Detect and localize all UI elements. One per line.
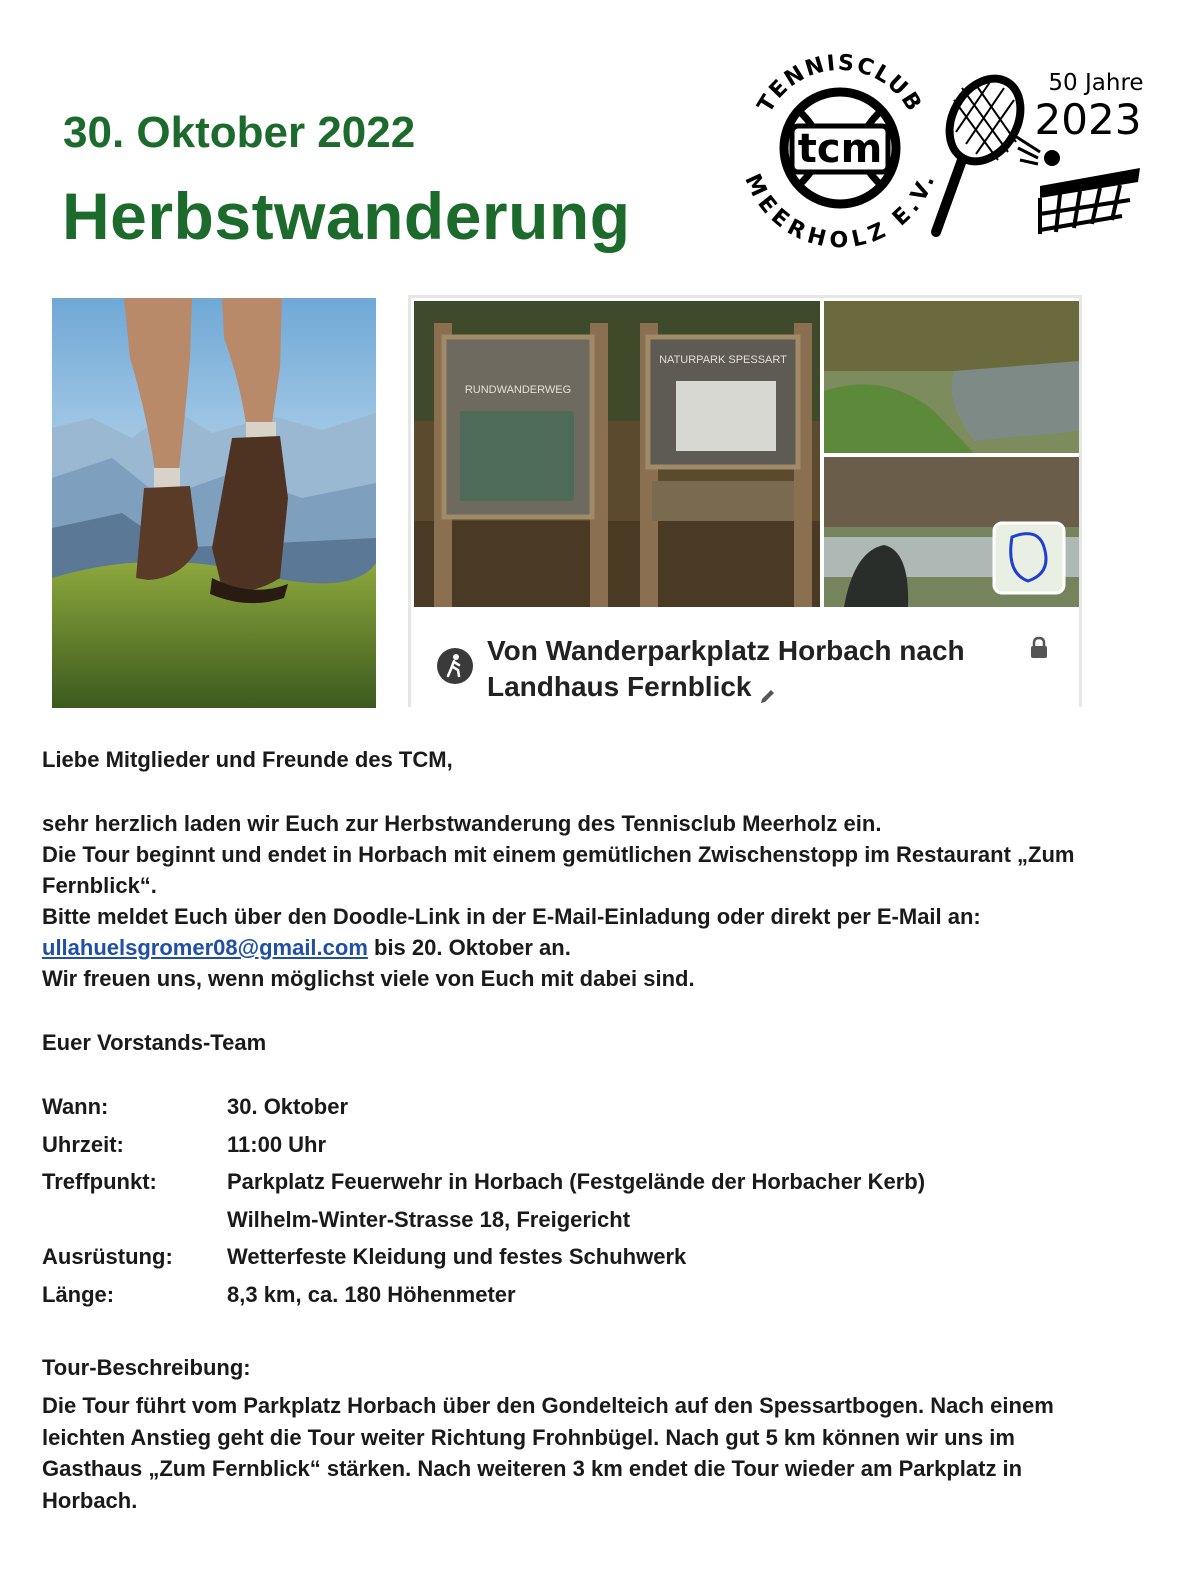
- route-title[interactable]: Von Wanderparkplatz Horbach nach Landhaus Fernblick: [487, 635, 965, 702]
- signature: Euer Vorstands-Team: [42, 1030, 267, 1055]
- page-title: Herbstwanderung: [62, 179, 631, 253]
- route-card[interactable]: [408, 295, 1082, 707]
- detail-row: Uhrzeit: 11:00 Uhr: [42, 1131, 327, 1157]
- club-logo: [740, 48, 1150, 248]
- event-date: 30. Oktober 2022: [63, 108, 416, 157]
- tour-heading: Tour-Beschreibung:: [42, 1355, 251, 1380]
- invitation-text: sehr herzlich laden wir Euch zur Herbstwanderung des Tennisclub Meerholz ein. Die Tour beginnt und endet in Horbach mit einem gemütlichen Zwischenstopp im Restaurant „Zum Fernblick“. Bitte meldet Euch über den Doodle-Link in der E-Mail-Einladung oder direkt per E-Mail an: ullahuelsgromer08@gmail.com bis 20. Oktober an. Wir freuen uns, wenn möglichst viele von Euch mit dabei sind.: [42, 811, 1075, 991]
- svg-text:RUNDWANDERWEG: RUNDWANDERWEG: [464, 384, 572, 396]
- edit-pencil-icon[interactable]: [758, 679, 778, 699]
- tour-description: Die Tour führt vom Parkplatz Horbach über den Gondelteich auf den Spessartbogen. Nach einem leichten Anstieg geht die Tour weiter Richtung Frohnbügel. Nach gut 5 km können wir uns im Gasthaus „Zum Fernblick“ stärken. Nach weiteren 3 km endet die Tour wieder am Parkplatz in Horbach.: [42, 1393, 1054, 1513]
- detail-row: Wilhelm-Winter-Strasse 18, Freigericht: [227, 1206, 631, 1232]
- lock-icon: [1029, 636, 1049, 660]
- hiking-icon: [437, 648, 473, 684]
- tennis-net-icon: [1040, 168, 1140, 234]
- detail-row: Länge: 8,3 km, ca. 180 Höhenmeter: [42, 1281, 516, 1307]
- svg-text:NATURPARK SPESSART: NATURPARK SPESSART: [659, 354, 787, 366]
- hiker-photo: [52, 298, 376, 708]
- event-details: [42, 1088, 1127, 1314]
- svg-text:tcm: tcm: [797, 126, 883, 172]
- detail-row: Wann: 30. Oktober: [42, 1094, 349, 1119]
- contact-email-link[interactable]: ullahuelsgromer08@gmail.com: [42, 935, 368, 960]
- anniversary-year: 2023: [1034, 95, 1142, 144]
- svg-text:TENNISCLUB: TENNISCLUB: [753, 50, 927, 118]
- detail-row: Ausrüstung: Wetterfeste Kleidung und festes Schuhwerk: [42, 1244, 687, 1270]
- greeting: Liebe Mitglieder und Freunde des TCM,: [42, 747, 453, 772]
- anniversary-label: 50 Jahre: [1048, 70, 1144, 96]
- tcm-seal: [740, 51, 941, 248]
- route-photos: [414, 301, 1079, 607]
- svg-text:MEERHOLZ E.V.: MEERHOLZ E.V.: [740, 170, 941, 248]
- detail-row: Treffpunkt: Parkplatz Feuerwehr in Horbach (Festgelände der Horbacher Kerb): [42, 1169, 926, 1195]
